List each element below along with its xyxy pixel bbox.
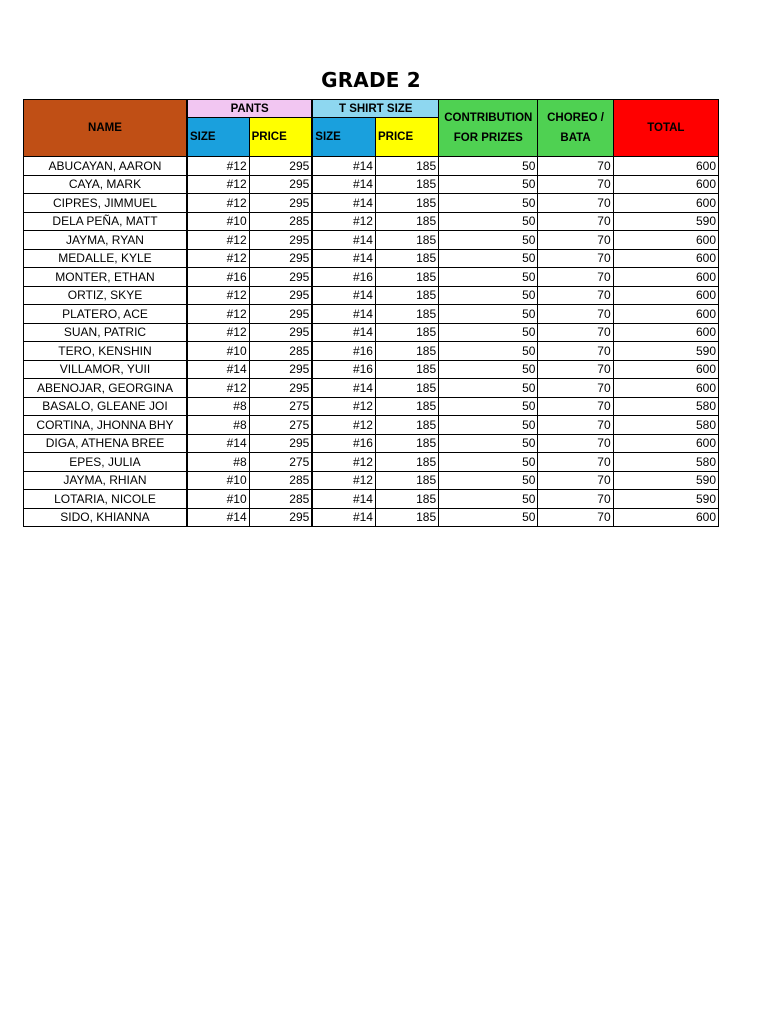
table-row	[24, 194, 719, 213]
shirt-price-cell: 185	[375, 305, 438, 324]
pants-header: PANTS	[187, 100, 312, 118]
total-cell: 580	[613, 397, 718, 416]
pants-price-cell: 285	[249, 212, 312, 231]
shirt-size-cell: #12	[312, 453, 375, 472]
name-cell: MEDALLE, KYLE	[24, 249, 187, 268]
name-cell: DELA PEÑA, MATT	[24, 212, 187, 231]
name-cell: ABENOJAR, GEORGINA	[24, 379, 187, 398]
choreo-cell: 70	[538, 379, 613, 398]
table-row	[24, 231, 719, 250]
shirt-size-header: SIZE	[312, 118, 375, 157]
table-row	[24, 175, 719, 194]
shirt-size-cell: #16	[312, 360, 375, 379]
total-cell: 600	[613, 268, 718, 287]
pants-size-cell: #16	[187, 268, 249, 287]
total-cell: 590	[613, 490, 718, 509]
table-row	[24, 305, 719, 324]
pants-size-cell: #12	[187, 194, 249, 213]
contribution-cell: 50	[439, 231, 538, 250]
choreo-cell: 70	[538, 416, 613, 435]
pants-size-cell: #14	[187, 360, 249, 379]
contribution-cell: 50	[439, 360, 538, 379]
shirt-price-cell: 185	[375, 453, 438, 472]
total-cell: 600	[613, 323, 718, 342]
table-row	[24, 508, 719, 527]
name-cell: JAYMA, RYAN	[24, 231, 187, 250]
table-row	[24, 249, 719, 268]
pants-price-cell: 285	[249, 342, 312, 361]
contribution-cell: 50	[439, 471, 538, 490]
pants-price-cell: 295	[249, 157, 312, 176]
total-header: TOTAL	[613, 100, 718, 157]
contribution-cell: 50	[439, 323, 538, 342]
name-cell: LOTARIA, NICOLE	[24, 490, 187, 509]
pants-price-cell: 295	[249, 360, 312, 379]
table-row	[24, 323, 719, 342]
table-row	[24, 397, 719, 416]
table-row	[24, 286, 719, 305]
shirt-price-cell: 185	[375, 286, 438, 305]
pants-size-cell: #14	[187, 508, 249, 527]
shirt-size-cell: #12	[312, 397, 375, 416]
pants-size-cell: #10	[187, 212, 249, 231]
table-body	[24, 157, 719, 527]
shirt-size-cell: #14	[312, 305, 375, 324]
table-row	[24, 416, 719, 435]
pants-price-cell: 295	[249, 268, 312, 287]
name-cell: BASALO, GLEANE JOI	[24, 397, 187, 416]
shirt-size-cell: #12	[312, 212, 375, 231]
choreo-cell: 70	[538, 490, 613, 509]
total-cell: 600	[613, 231, 718, 250]
shirt-price-cell: 185	[375, 360, 438, 379]
pants-size-cell: #10	[187, 342, 249, 361]
shirt-price-header: PRICE	[375, 118, 438, 157]
name-cell: MONTER, ETHAN	[24, 268, 187, 287]
contribution-cell: 50	[439, 453, 538, 472]
shirt-price-cell: 185	[375, 416, 438, 435]
shirt-size-cell: #12	[312, 416, 375, 435]
choreo-cell: 70	[538, 286, 613, 305]
shirt-price-cell: 185	[375, 175, 438, 194]
pants-size-cell: #12	[187, 379, 249, 398]
contribution-cell: 50	[439, 194, 538, 213]
shirt-size-cell: #14	[312, 231, 375, 250]
choreo-cell: 70	[538, 323, 613, 342]
contribution-header	[439, 100, 538, 157]
shirt-size-cell: #12	[312, 471, 375, 490]
pants-size-cell: #12	[187, 175, 249, 194]
shirt-price-cell: 185	[375, 194, 438, 213]
shirt-price-cell: 185	[375, 212, 438, 231]
choreo-cell: 70	[538, 268, 613, 287]
pants-size-header: SIZE	[187, 118, 249, 157]
table-row	[24, 471, 719, 490]
contribution-cell: 50	[439, 397, 538, 416]
choreo-cell: 70	[538, 194, 613, 213]
contribution-cell: 50	[439, 286, 538, 305]
name-cell: ORTIZ, SKYE	[24, 286, 187, 305]
table-row	[24, 490, 719, 509]
name-cell: CORTINA, JHONNA BHY	[24, 416, 187, 435]
contribution-cell: 50	[439, 434, 538, 453]
pants-size-cell: #12	[187, 323, 249, 342]
total-cell: 600	[613, 286, 718, 305]
pants-price-cell: 295	[249, 231, 312, 250]
choreo-cell: 70	[538, 342, 613, 361]
pants-price-cell: 295	[249, 286, 312, 305]
choreo-cell: 70	[538, 360, 613, 379]
total-cell: 600	[613, 434, 718, 453]
shirt-size-cell: #16	[312, 268, 375, 287]
pants-price-cell: 295	[249, 175, 312, 194]
pants-size-cell: #12	[187, 249, 249, 268]
pants-price-cell: 295	[249, 508, 312, 527]
shirt-price-cell: 185	[375, 342, 438, 361]
total-cell: 600	[613, 175, 718, 194]
choreo-cell: 70	[538, 231, 613, 250]
table-row	[24, 434, 719, 453]
pants-price-header: PRICE	[249, 118, 312, 157]
contribution-cell: 50	[439, 305, 538, 324]
pants-size-cell: #10	[187, 490, 249, 509]
choreo-header	[538, 100, 613, 157]
shirt-price-cell: 185	[375, 434, 438, 453]
choreo-cell: 70	[538, 249, 613, 268]
choreo-cell: 70	[538, 471, 613, 490]
choreo-cell: 70	[538, 157, 613, 176]
pants-price-cell: 285	[249, 490, 312, 509]
shirt-size-cell: #16	[312, 342, 375, 361]
choreo-cell: 70	[538, 175, 613, 194]
name-header: NAME	[24, 100, 187, 157]
choreo-header-line1: CHOREO /	[547, 112, 604, 124]
table-row	[24, 157, 719, 176]
pants-size-cell: #8	[187, 397, 249, 416]
pants-size-cell: #12	[187, 286, 249, 305]
shirt-size-cell: #14	[312, 323, 375, 342]
contribution-cell: 50	[439, 342, 538, 361]
shirt-price-cell: 185	[375, 490, 438, 509]
shirt-size-cell: #14	[312, 286, 375, 305]
tshirt-header: T SHIRT SIZE	[312, 100, 438, 118]
name-cell: EPES, JULIA	[24, 453, 187, 472]
total-cell: 590	[613, 342, 718, 361]
choreo-header-line2: BATA	[560, 132, 591, 144]
choreo-cell: 70	[538, 434, 613, 453]
pants-price-cell: 285	[249, 471, 312, 490]
pants-price-cell: 295	[249, 249, 312, 268]
pants-price-cell: 295	[249, 379, 312, 398]
shirt-size-cell: #14	[312, 379, 375, 398]
name-cell: DIGA, ATHENA BREE	[24, 434, 187, 453]
pants-size-cell: #12	[187, 157, 249, 176]
name-cell: JAYMA, RHIAN	[24, 471, 187, 490]
contribution-header-line2: FOR PRIZES	[453, 132, 523, 144]
contribution-cell: 50	[439, 416, 538, 435]
total-cell: 600	[613, 194, 718, 213]
pants-price-cell: 295	[249, 323, 312, 342]
pants-size-cell: #12	[187, 305, 249, 324]
pants-size-cell: #14	[187, 434, 249, 453]
contribution-header-line1: CONTRIBUTION	[444, 112, 533, 124]
name-cell: TERO, KENSHIN	[24, 342, 187, 361]
name-cell: CAYA, MARK	[24, 175, 187, 194]
shirt-price-cell: 185	[375, 379, 438, 398]
shirt-size-cell: #16	[312, 434, 375, 453]
total-cell: 580	[613, 453, 718, 472]
pants-size-cell: #8	[187, 416, 249, 435]
shirt-size-cell: #14	[312, 490, 375, 509]
total-cell: 580	[613, 416, 718, 435]
contribution-cell: 50	[439, 157, 538, 176]
table-row	[24, 342, 719, 361]
contribution-cell: 50	[439, 249, 538, 268]
choreo-cell: 70	[538, 397, 613, 416]
shirt-size-cell: #14	[312, 194, 375, 213]
total-cell: 600	[613, 360, 718, 379]
shirt-size-cell: #14	[312, 249, 375, 268]
pants-size-cell: #8	[187, 453, 249, 472]
pants-price-cell: 295	[249, 434, 312, 453]
name-cell: ABUCAYAN, AARON	[24, 157, 187, 176]
name-cell: SUAN, PATRIC	[24, 323, 187, 342]
contribution-cell: 50	[439, 268, 538, 287]
shirt-price-cell: 185	[375, 397, 438, 416]
table-row	[24, 212, 719, 231]
pants-price-cell: 275	[249, 453, 312, 472]
pants-price-cell: 275	[249, 416, 312, 435]
shirt-size-cell: #14	[312, 175, 375, 194]
pants-size-cell: #10	[187, 471, 249, 490]
shirt-price-cell: 185	[375, 508, 438, 527]
total-cell: 590	[613, 212, 718, 231]
pants-price-cell: 275	[249, 397, 312, 416]
choreo-cell: 70	[538, 305, 613, 324]
shirt-price-cell: 185	[375, 249, 438, 268]
pants-price-cell: 295	[249, 194, 312, 213]
choreo-cell: 70	[538, 212, 613, 231]
total-cell: 600	[613, 379, 718, 398]
name-cell: SIDO, KHIANNA	[24, 508, 187, 527]
contribution-cell: 50	[439, 508, 538, 527]
total-cell: 600	[613, 157, 718, 176]
total-cell: 600	[613, 508, 718, 527]
shirt-price-cell: 185	[375, 157, 438, 176]
name-cell: CIPRES, JIMMUEL	[24, 194, 187, 213]
page-title: GRADE 2	[321, 68, 421, 92]
contribution-cell: 50	[439, 175, 538, 194]
choreo-cell: 70	[538, 508, 613, 527]
shirt-price-cell: 185	[375, 231, 438, 250]
table-row	[24, 379, 719, 398]
shirt-price-cell: 185	[375, 323, 438, 342]
pants-price-cell: 295	[249, 305, 312, 324]
grade-table	[23, 99, 719, 527]
shirt-size-cell: #14	[312, 157, 375, 176]
table-row	[24, 360, 719, 379]
name-cell: PLATERO, ACE	[24, 305, 187, 324]
contribution-cell: 50	[439, 212, 538, 231]
total-cell: 600	[613, 249, 718, 268]
total-cell: 590	[613, 471, 718, 490]
choreo-cell: 70	[538, 453, 613, 472]
table-row	[24, 453, 719, 472]
contribution-cell: 50	[439, 490, 538, 509]
shirt-size-cell: #14	[312, 508, 375, 527]
contribution-cell: 50	[439, 379, 538, 398]
pants-size-cell: #12	[187, 231, 249, 250]
name-cell: VILLAMOR, YUII	[24, 360, 187, 379]
shirt-price-cell: 185	[375, 471, 438, 490]
total-cell: 600	[613, 305, 718, 324]
shirt-price-cell: 185	[375, 268, 438, 287]
table-row	[24, 268, 719, 287]
